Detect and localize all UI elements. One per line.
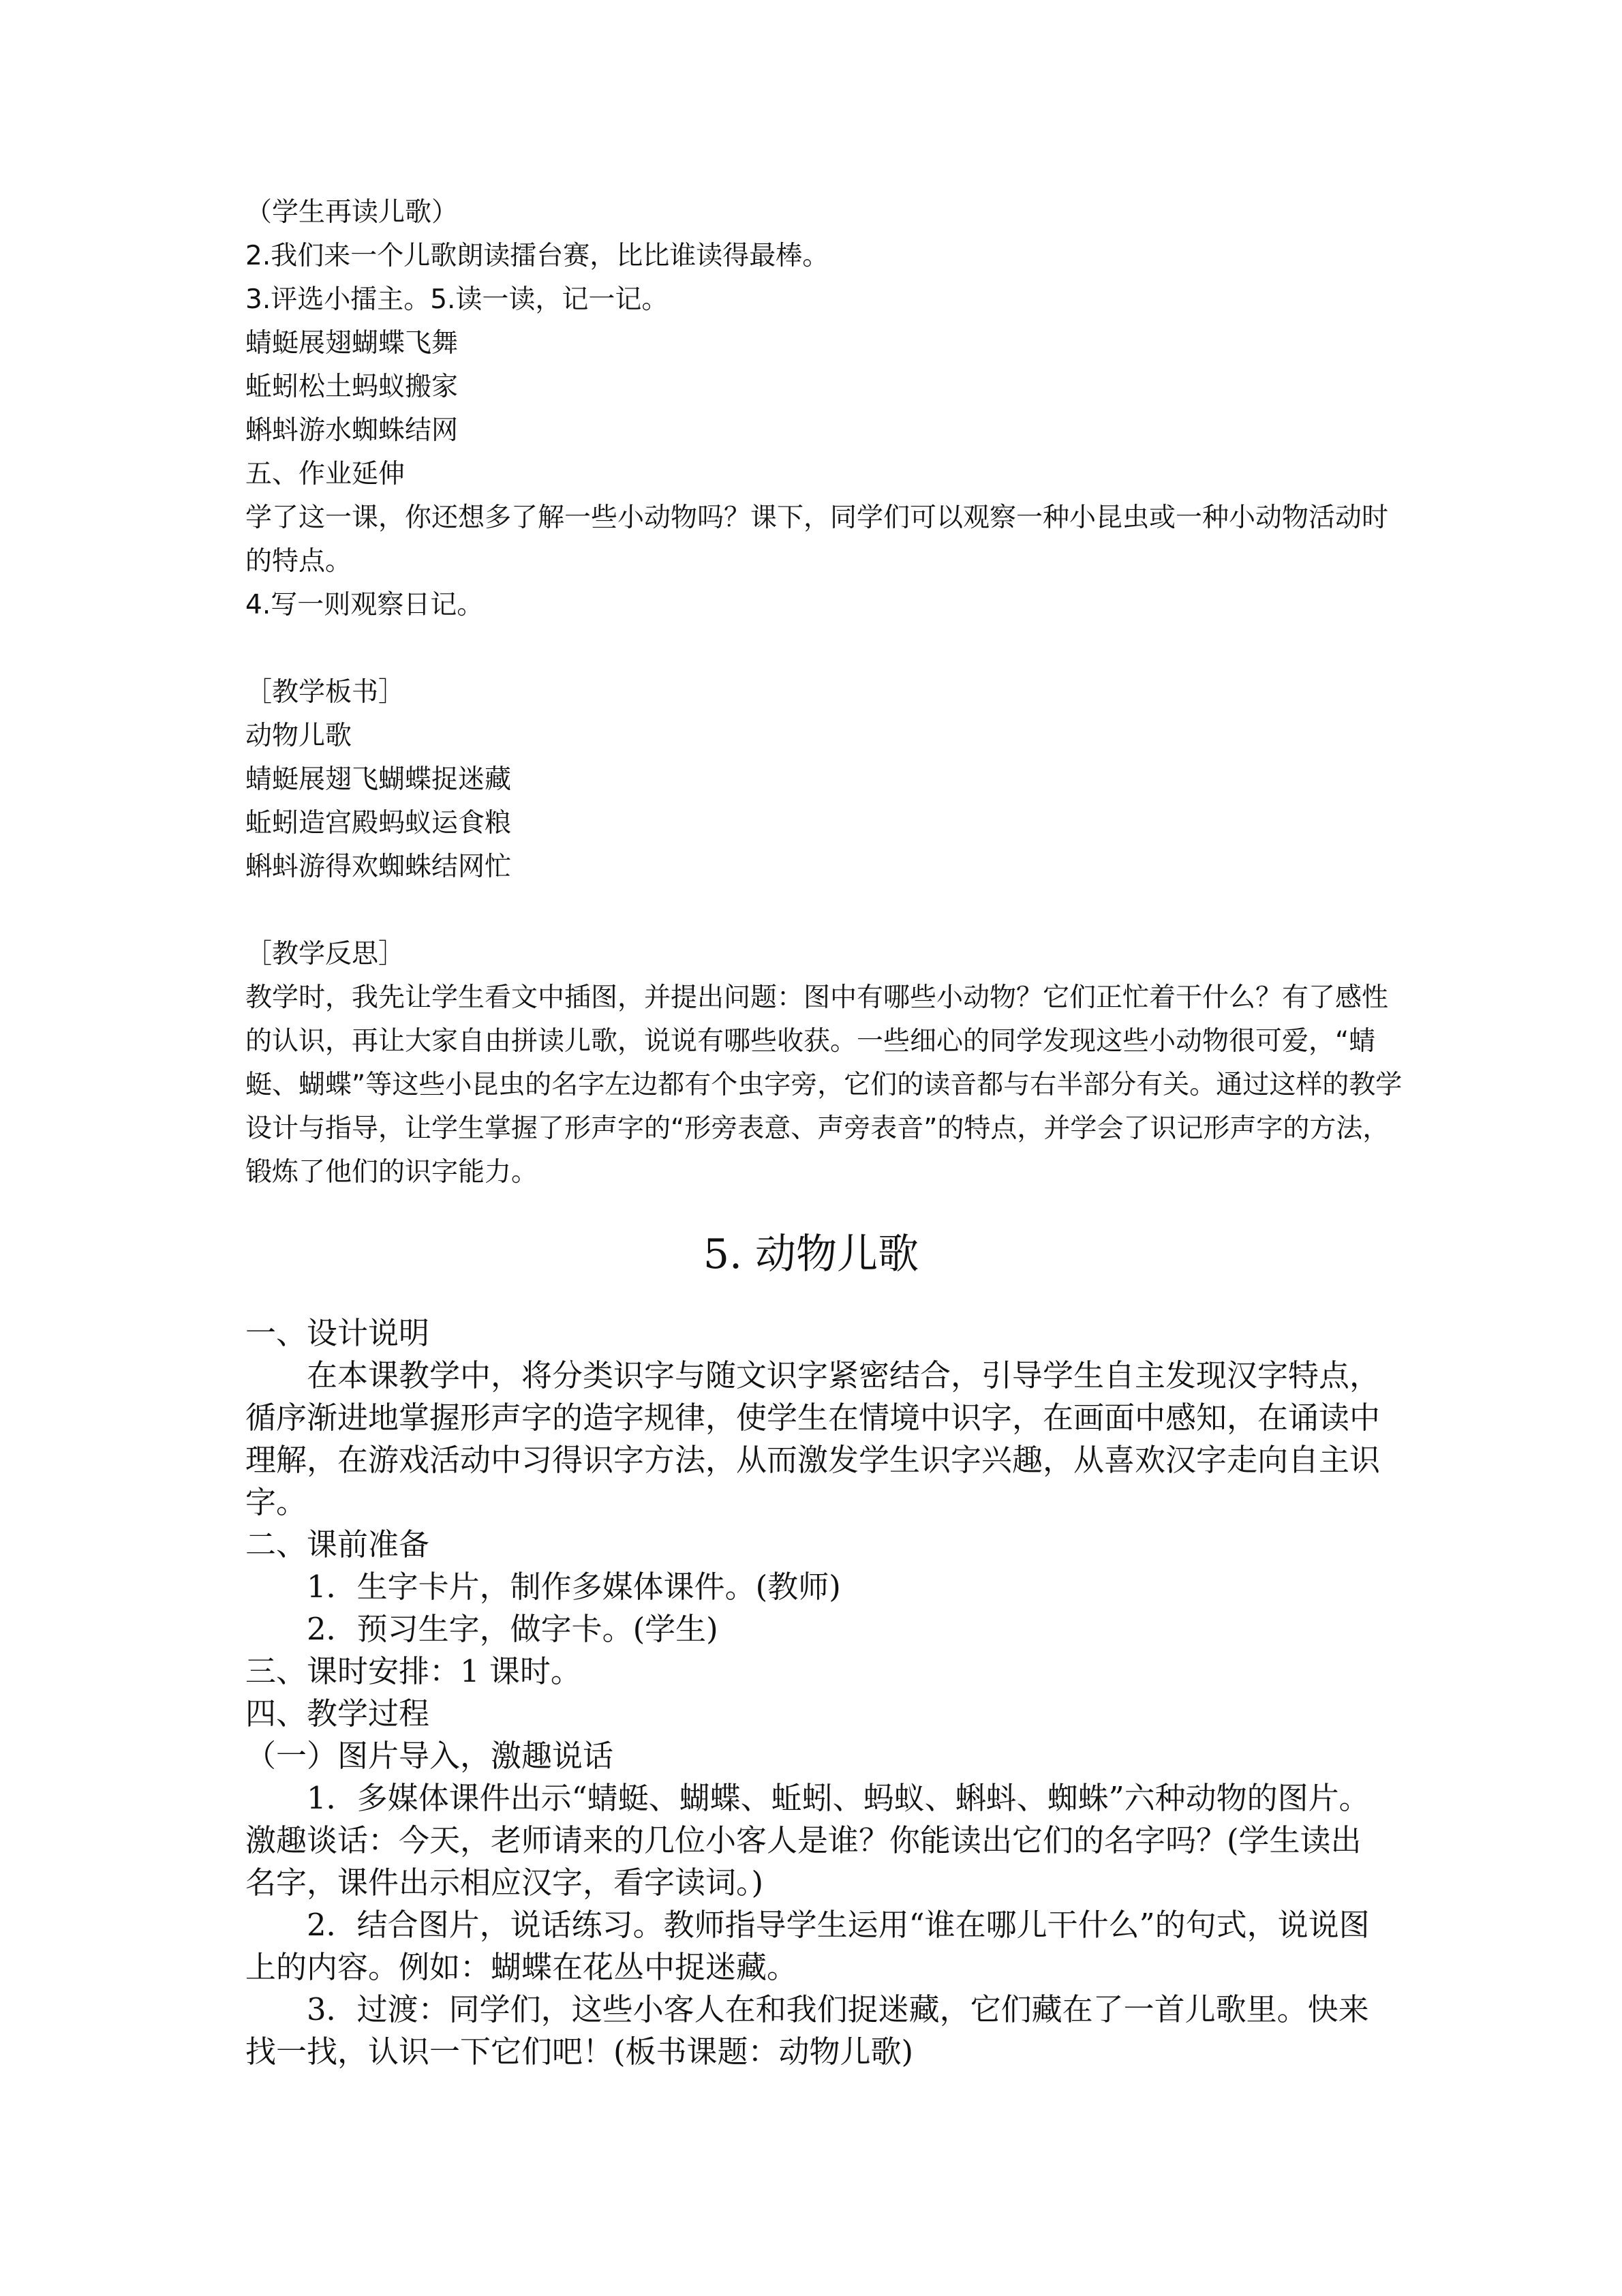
- lesson-title: 5. 动物儿歌: [703, 1230, 919, 1278]
- board-line: 蝌蚪游得欢蜘蛛结网忙: [245, 851, 512, 882]
- text-line: 蜻蜓展翅蝴蝶飞舞: [245, 328, 459, 359]
- board-heading: ［教学板书］: [245, 677, 406, 708]
- spacer: [245, 889, 1404, 933]
- list-item: 2．预习生字，做字卡。(学生): [307, 1611, 718, 1647]
- lesson-section: [245, 1312, 1383, 2073]
- reflection-heading: ［教学反思］: [245, 939, 406, 969]
- section-heading: 一、设计说明: [245, 1315, 430, 1351]
- reflection-paragraph: 教学时，我先让学生看文中插图，并提出问题：图中有哪些小动物？它们正忙着干什么？有了感性的认识，再让大家自由拼读儿歌，说说有哪些收获。一些细心的同学发现这些小动物很可爱，“蜻蜓、蝴蝶”等这些小昆虫的名字左边都有个虫字旁，它们的读音都与右半部分有关。通过这样的教学设计与指导，让学生掌握了形声字的“形旁表意、声旁表音”的特点，并学会了识记形声字的方法，锻炼了他们的识字能力。: [245, 982, 1403, 1188]
- board-line: 蜻蜓展翅飞蝴蝶捉迷藏: [245, 764, 512, 795]
- text-line: （学生再读儿歌）: [245, 197, 459, 228]
- text-line: 2.我们来一个儿歌朗读擂台赛，比比谁读得最棒。: [245, 241, 829, 271]
- subsection-heading: （一）图片导入，激趣说话: [245, 1738, 614, 1774]
- spacer: [245, 627, 1404, 671]
- section-heading: 四、教学过程: [245, 1695, 430, 1732]
- paragraph: 3．过渡：同学们，这些小客人在和我们捉迷藏，它们藏在了一首儿歌里。快来找一找，认识一下它们吧！(板书课题：动物儿歌): [245, 1991, 1369, 2070]
- previous-lesson-section: [245, 191, 1404, 1194]
- paragraph: 在本课教学中，将分类识字与随文识字紧密结合，引导学生自主发现汉字特点，循序渐进地掌握形声字的造字规律，使学生在情境中识字，在画面中感知，在诵读中理解，在游戏活动中习得识字方法，从而激发学生识字兴趣，从喜欢汉字走向自主识字。: [245, 1357, 1381, 1520]
- paragraph: 学了这一课，你还想多了解一些小动物吗？课下，同学们可以观察一种小昆虫或一种小动物活动时的特点。: [245, 502, 1389, 577]
- section-heading: 二、课前准备: [245, 1526, 430, 1562]
- board-title: 动物儿歌: [245, 721, 352, 751]
- paragraph: 1．多媒体课件出示“蜻蜓、蝴蝶、蚯蚓、蚂蚁、蝌蚪、蜘蛛”六种动物的图片。激趣谈话：今天，老师请来的几位小客人是谁？你能读出它们的名字吗？(学生读出名字，课件出示相应汉字，看字读词。): [245, 1780, 1370, 1901]
- section-heading: 三、课时安排：1 课时。: [245, 1653, 581, 1689]
- section-heading: 五、作业延伸: [245, 459, 406, 489]
- paragraph: 2．结合图片，说话练习。教师指导学生运用“谁在哪儿干什么”的句式，说说图上的内容。例如：蝴蝶在花丛中捉迷藏。: [245, 1907, 1370, 1985]
- board-line: 蚯蚓造宫殿蚂蚁运食粮: [245, 808, 512, 839]
- text-line: 蚯蚓松土蚂蚁搬家: [245, 372, 459, 402]
- text-line: 4.写一则观察日记。: [245, 590, 484, 620]
- text-line: 蝌蚪游水蜘蛛结网: [245, 415, 459, 446]
- list-item: 1．生字卡片，制作多媒体课件。(教师): [307, 1569, 841, 1605]
- text-line: 3.评选小擂主。5.读一读，记一记。: [245, 284, 669, 315]
